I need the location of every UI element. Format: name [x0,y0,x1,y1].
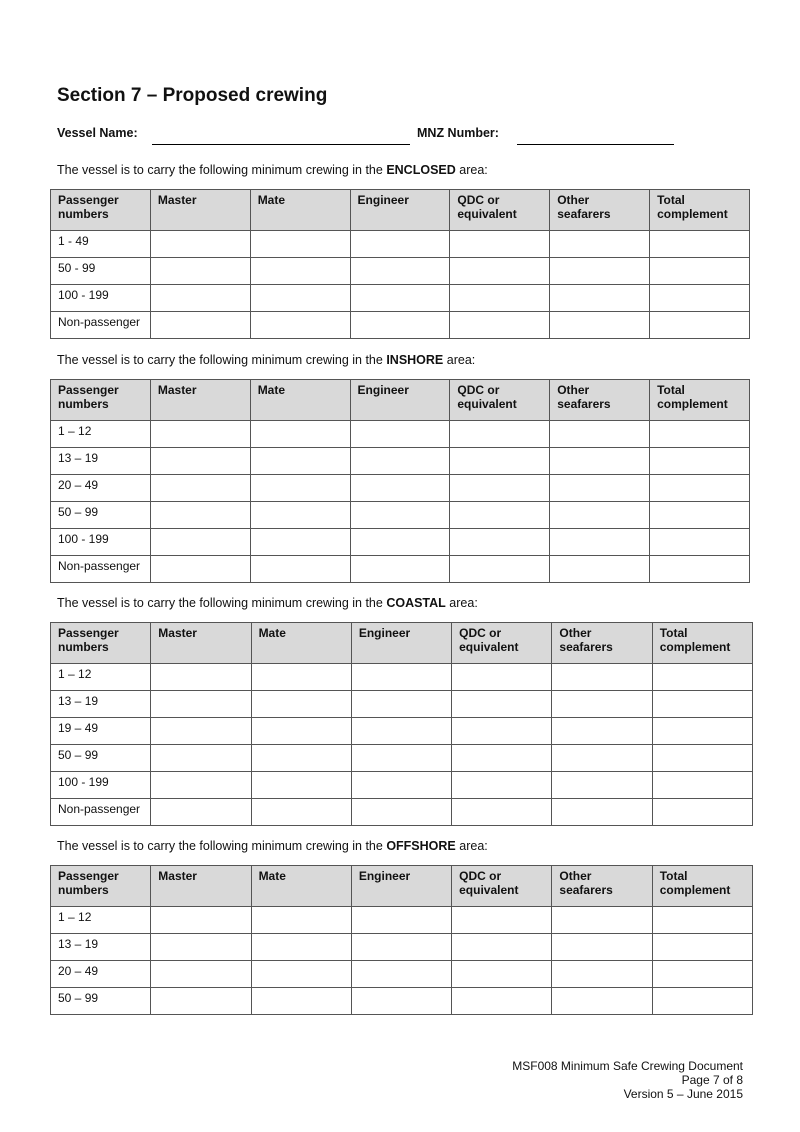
column-header: Passenger numbers [51,190,151,231]
passenger-range-cell: 20 – 49 [51,475,151,502]
mnz-number-label: MNZ Number: [417,126,499,140]
crew-entry-cell[interactable] [652,772,752,799]
header-row [51,380,750,421]
header-row [51,623,753,664]
passenger-range-cell: Non-passenger [51,556,151,583]
passenger-range-cell: 1 – 12 [51,907,151,934]
crew-entry-cell[interactable] [250,502,350,529]
area-name: INSHORE [386,353,444,367]
crew-entry-cell[interactable] [650,285,750,312]
passenger-range-cell: 19 – 49 [51,718,151,745]
crew-entry-cell[interactable] [450,285,550,312]
crew-entry-cell[interactable] [652,718,752,745]
crew-entry-cell[interactable] [552,691,652,718]
column-header: Passenger numbers [51,623,151,664]
crew-entry-cell[interactable] [652,691,752,718]
crew-entry-cell[interactable] [550,502,650,529]
crew-entry-cell[interactable] [251,907,351,934]
passenger-range-cell: Non-passenger [51,312,151,339]
crew-entry-cell[interactable] [450,502,550,529]
crew-entry-cell[interactable] [350,285,450,312]
crew-entry-cell[interactable] [151,718,251,745]
column-header: Other seafarers [552,866,652,907]
crew-entry-cell[interactable] [150,448,250,475]
crew-entry-cell[interactable] [452,691,552,718]
table-row [51,258,750,285]
column-header: Total complement [650,380,750,421]
table-row [51,691,753,718]
crew-entry-cell[interactable] [350,421,450,448]
column-header: Engineer [350,380,450,421]
crew-entry-cell[interactable] [251,934,351,961]
table-row [51,556,750,583]
passenger-range-cell: 20 – 49 [51,961,151,988]
table-row [51,799,753,826]
table-row [51,907,753,934]
column-header: Total complement [650,190,750,231]
crew-entry-cell[interactable] [350,448,450,475]
passenger-range-cell: 100 - 199 [51,285,151,312]
table-row [51,745,753,772]
crew-entry-cell[interactable] [150,475,250,502]
crew-entry-cell[interactable] [250,231,350,258]
section-title: Section 7 – Proposed crewing [57,85,328,106]
crew-entry-cell[interactable] [251,664,351,691]
table-row [51,664,753,691]
table-row [51,988,753,1015]
column-header: Total complement [652,866,752,907]
crew-entry-cell[interactable] [552,799,652,826]
crew-entry-cell[interactable] [652,988,752,1015]
crew-entry-cell[interactable] [351,745,451,772]
table-row [51,961,753,988]
crew-entry-cell[interactable] [550,448,650,475]
offshore-crewing-table [50,865,753,1015]
crew-entry-cell[interactable] [350,529,450,556]
crew-entry-cell[interactable] [351,988,451,1015]
page-number: Page 7 of 8 [681,1073,743,1087]
crew-entry-cell[interactable] [351,934,451,961]
crew-entry-cell[interactable] [652,664,752,691]
column-header: Engineer [351,866,451,907]
passenger-range-cell: 50 - 99 [51,258,151,285]
column-header: Mate [251,866,351,907]
crew-entry-cell[interactable] [351,961,451,988]
table-row [51,231,750,258]
crew-entry-cell[interactable] [552,772,652,799]
crew-entry-cell[interactable] [250,556,350,583]
crew-entry-cell[interactable] [452,772,552,799]
crew-entry-cell[interactable] [550,421,650,448]
column-header: Master [151,623,251,664]
passenger-range-cell: 1 - 49 [51,231,151,258]
crew-entry-cell[interactable] [450,231,550,258]
column-header: Other seafarers [550,190,650,231]
crew-entry-cell[interactable] [251,799,351,826]
column-header: Mate [251,623,351,664]
coastal-crewing-table [50,622,753,826]
crew-entry-cell[interactable] [552,907,652,934]
passenger-range-cell: 1 – 12 [51,421,151,448]
crew-entry-cell[interactable] [151,799,251,826]
column-header: Passenger numbers [51,380,151,421]
table-row [51,772,753,799]
crew-entry-cell[interactable] [351,907,451,934]
passenger-range-cell: 13 – 19 [51,934,151,961]
passenger-range-cell: 50 – 99 [51,745,151,772]
crew-entry-cell[interactable] [650,421,750,448]
offshore-intro: The vessel is to carry the following minimum crewing in the OFFSHORE area: [57,839,488,853]
table-row [51,502,750,529]
table-row [51,934,753,961]
page-footer [512,1059,743,1101]
column-header: Engineer [351,623,451,664]
crew-entry-cell[interactable] [552,988,652,1015]
crew-entry-cell[interactable] [151,907,251,934]
crew-entry-cell[interactable] [450,312,550,339]
passenger-range-cell: 13 – 19 [51,691,151,718]
inshore-crewing-table [50,379,750,583]
crew-entry-cell[interactable] [251,745,351,772]
crew-entry-cell[interactable] [652,907,752,934]
crew-entry-cell[interactable] [251,772,351,799]
crew-entry-cell[interactable] [150,258,250,285]
crew-entry-cell[interactable] [450,258,550,285]
crew-entry-cell[interactable] [550,231,650,258]
crew-entry-cell[interactable] [650,258,750,285]
crew-entry-cell[interactable] [150,312,250,339]
crew-entry-cell[interactable] [251,691,351,718]
crew-entry-cell[interactable] [151,772,251,799]
passenger-range-cell: 1 – 12 [51,664,151,691]
crew-entry-cell[interactable] [650,475,750,502]
column-header: Other seafarers [552,623,652,664]
crew-entry-cell[interactable] [650,502,750,529]
crew-entry-cell[interactable] [350,231,450,258]
vessel-name-label: Vessel Name: [57,126,138,140]
column-header: Engineer [350,190,450,231]
column-header: QDC or equivalent [450,190,550,231]
column-header: Other seafarers [550,380,650,421]
column-header: QDC or equivalent [450,380,550,421]
column-header: Passenger numbers [51,866,151,907]
crew-entry-cell[interactable] [250,258,350,285]
header-row [51,866,753,907]
crew-entry-cell[interactable] [250,421,350,448]
crew-entry-cell[interactable] [450,475,550,502]
column-header: Master [150,380,250,421]
crew-entry-cell[interactable] [452,934,552,961]
crew-entry-cell[interactable] [350,258,450,285]
crew-entry-cell[interactable] [150,502,250,529]
crew-entry-cell[interactable] [350,312,450,339]
area-name: ENCLOSED [386,163,456,177]
crew-entry-cell[interactable] [450,529,550,556]
crew-entry-cell[interactable] [150,529,250,556]
crew-entry-cell[interactable] [550,475,650,502]
crew-entry-cell[interactable] [650,529,750,556]
crew-entry-cell[interactable] [251,988,351,1015]
crew-entry-cell[interactable] [250,529,350,556]
crew-entry-cell[interactable] [452,718,552,745]
table-row [51,421,750,448]
column-header: Master [150,190,250,231]
table-row [51,529,750,556]
crew-entry-cell[interactable] [151,691,251,718]
crew-entry-cell[interactable] [350,556,450,583]
crew-entry-cell[interactable] [250,312,350,339]
crew-entry-cell[interactable] [450,448,550,475]
crew-entry-cell[interactable] [452,907,552,934]
column-header: Mate [250,380,350,421]
crew-entry-cell[interactable] [550,556,650,583]
crew-entry-cell[interactable] [652,934,752,961]
passenger-range-cell: 100 - 199 [51,529,151,556]
table-row [51,718,753,745]
crew-entry-cell[interactable] [450,556,550,583]
document-title: MSF008 Minimum Safe Crewing Document [512,1059,743,1073]
crew-entry-cell[interactable] [552,664,652,691]
mnz-number-field[interactable] [517,144,674,145]
crew-entry-cell[interactable] [550,285,650,312]
table-row [51,312,750,339]
inshore-intro: The vessel is to carry the following minimum crewing in the INSHORE area: [57,353,476,367]
crew-entry-cell[interactable] [351,799,451,826]
coastal-intro: The vessel is to carry the following minimum crewing in the COASTAL area: [57,596,478,610]
crew-entry-cell[interactable] [652,745,752,772]
crew-entry-cell[interactable] [151,745,251,772]
crew-entry-cell[interactable] [150,421,250,448]
crew-entry-cell[interactable] [650,231,750,258]
table-row [51,285,750,312]
crew-entry-cell[interactable] [652,799,752,826]
vessel-fields [57,126,687,148]
crew-entry-cell[interactable] [650,448,750,475]
passenger-range-cell: 100 - 199 [51,772,151,799]
crew-entry-cell[interactable] [550,529,650,556]
crew-entry-cell[interactable] [650,556,750,583]
crew-entry-cell[interactable] [151,961,251,988]
crew-entry-cell[interactable] [552,934,652,961]
crew-entry-cell[interactable] [552,745,652,772]
column-header: Total complement [652,623,752,664]
crew-entry-cell[interactable] [150,285,250,312]
crew-entry-cell[interactable] [351,772,451,799]
crew-entry-cell[interactable] [351,691,451,718]
area-name: OFFSHORE [386,839,456,853]
column-header: QDC or equivalent [452,866,552,907]
area-name: COASTAL [386,596,446,610]
crew-entry-cell[interactable] [550,312,650,339]
table-row [51,475,750,502]
crew-entry-cell[interactable] [550,258,650,285]
vessel-name-field[interactable] [152,144,410,145]
crew-entry-cell[interactable] [151,934,251,961]
passenger-range-cell: Non-passenger [51,799,151,826]
crew-entry-cell[interactable] [250,285,350,312]
crew-entry-cell[interactable] [151,988,251,1015]
crew-entry-cell[interactable] [350,502,450,529]
column-header: QDC or equivalent [452,623,552,664]
crew-entry-cell[interactable] [452,745,552,772]
crew-entry-cell[interactable] [452,799,552,826]
crew-entry-cell[interactable] [452,988,552,1015]
crew-entry-cell[interactable] [150,231,250,258]
crew-entry-cell[interactable] [650,312,750,339]
crew-entry-cell[interactable] [351,718,451,745]
column-header: Mate [250,190,350,231]
crew-entry-cell[interactable] [151,664,251,691]
column-header: Master [151,866,251,907]
crew-entry-cell[interactable] [452,961,552,988]
crew-entry-cell[interactable] [552,718,652,745]
passenger-range-cell: 50 – 99 [51,502,151,529]
crew-entry-cell[interactable] [450,421,550,448]
header-row [51,190,750,231]
crew-entry-cell[interactable] [251,718,351,745]
document-version: Version 5 – June 2015 [623,1087,743,1101]
crew-entry-cell[interactable] [350,475,450,502]
passenger-range-cell: 50 – 99 [51,988,151,1015]
table-row [51,448,750,475]
crew-entry-cell[interactable] [351,664,451,691]
crew-entry-cell[interactable] [251,961,351,988]
crew-entry-cell[interactable] [552,961,652,988]
crew-entry-cell[interactable] [652,961,752,988]
crew-entry-cell[interactable] [250,448,350,475]
passenger-range-cell: 13 – 19 [51,448,151,475]
crew-entry-cell[interactable] [250,475,350,502]
enclosed-crewing-table [50,189,750,339]
crew-entry-cell[interactable] [150,556,250,583]
enclosed-intro: The vessel is to carry the following minimum crewing in the ENCLOSED area: [57,163,488,177]
crew-entry-cell[interactable] [452,664,552,691]
